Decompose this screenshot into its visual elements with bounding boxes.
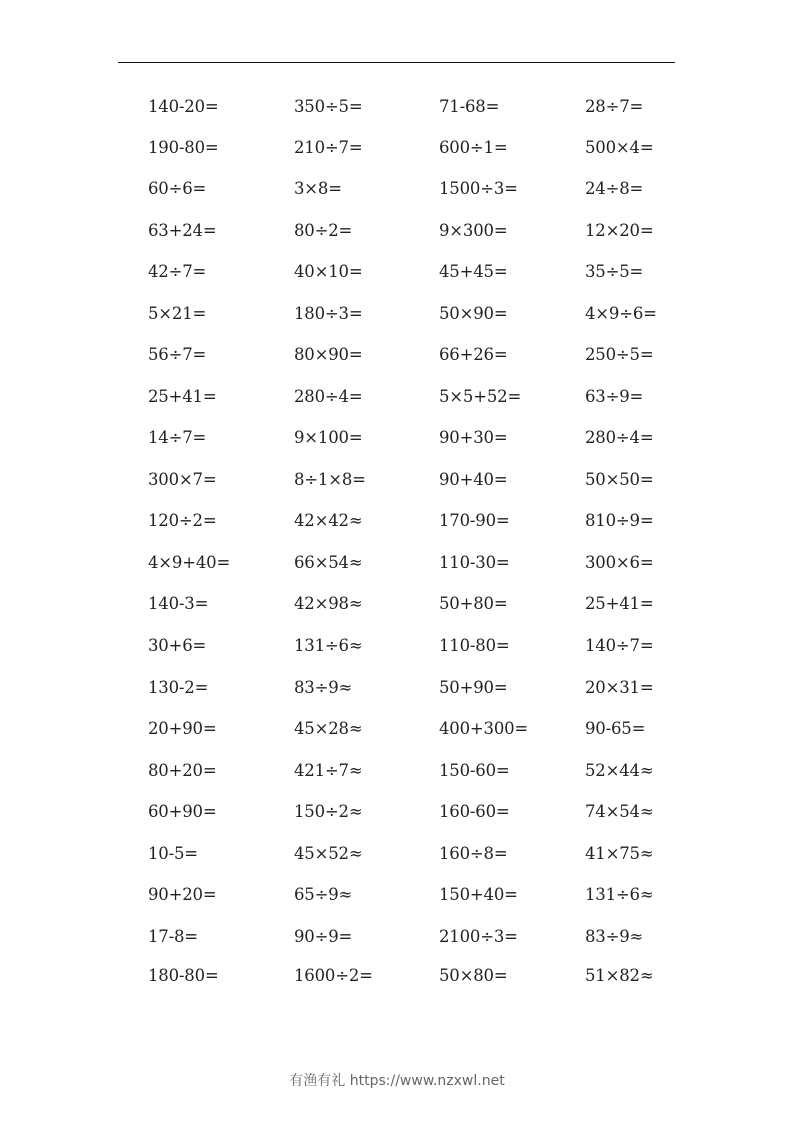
math-problem: 300×7= <box>148 470 217 489</box>
math-problem: 150+40= <box>439 885 518 904</box>
exercise-row <box>148 843 708 867</box>
math-problem: 280÷4= <box>294 387 363 406</box>
exercise-row <box>148 884 708 908</box>
exercise-row <box>148 760 708 784</box>
math-problem: 131÷6≈ <box>294 636 363 655</box>
exercise-row <box>148 427 708 451</box>
math-problem: 600÷1= <box>439 138 508 157</box>
math-problem: 350÷5= <box>294 97 363 116</box>
math-problem: 90+40= <box>439 470 508 489</box>
math-problem: 30+6= <box>148 636 207 655</box>
math-problem: 300×6= <box>585 553 654 572</box>
math-problem: 50+80= <box>439 594 508 613</box>
header-rule <box>118 62 675 63</box>
math-problem: 63÷9= <box>585 387 644 406</box>
footer-watermark: 有渔有礼 https://www.nzxwl.net <box>289 1073 505 1089</box>
math-problem: 400+300= <box>439 719 529 738</box>
exercise-row <box>148 552 708 576</box>
math-problem: 4×9÷6= <box>585 304 657 323</box>
math-problem: 83÷9≈ <box>585 927 644 946</box>
math-problem: 10-5= <box>148 844 198 863</box>
math-problem: 56÷7= <box>148 345 207 364</box>
math-problem: 190-80= <box>148 138 219 157</box>
math-problem: 160÷8= <box>439 844 508 863</box>
exercise-row <box>148 801 708 825</box>
math-problem: 131÷6≈ <box>585 885 654 904</box>
math-problem: 110-30= <box>439 553 510 572</box>
math-problem: 42×98≈ <box>294 594 363 613</box>
math-problem: 80÷2= <box>294 221 353 240</box>
math-problem: 42×42≈ <box>294 511 363 530</box>
math-problem: 20+90= <box>148 719 217 738</box>
math-problem: 25+41= <box>148 387 217 406</box>
math-problem: 3×8= <box>294 179 342 198</box>
math-problem: 210÷7= <box>294 138 363 157</box>
exercise-row <box>148 926 708 950</box>
math-problem: 90+20= <box>148 885 217 904</box>
math-problem: 51×82≈ <box>585 966 654 985</box>
math-problem: 45×28≈ <box>294 719 363 738</box>
math-problem: 60÷6= <box>148 179 207 198</box>
math-problem: 12×20= <box>585 221 654 240</box>
math-problem: 40×10= <box>294 262 363 281</box>
exercise-row <box>148 261 708 285</box>
math-problem: 45+45= <box>439 262 508 281</box>
math-problem: 42÷7= <box>148 262 207 281</box>
math-problem: 130-2= <box>148 678 209 697</box>
math-problem: 35÷5= <box>585 262 644 281</box>
exercise-row <box>148 344 708 368</box>
math-problem: 71-68= <box>439 97 500 116</box>
math-problem: 83÷9≈ <box>294 678 353 697</box>
math-problem: 80×90= <box>294 345 363 364</box>
math-problem: 63+24= <box>148 221 217 240</box>
math-problem: 74×54≈ <box>585 802 654 821</box>
math-problem: 4×9+40= <box>148 553 231 572</box>
math-problem: 20×31= <box>585 678 654 697</box>
math-problem: 60+90= <box>148 802 217 821</box>
exercise-row <box>148 178 708 202</box>
math-problem: 25+41= <box>585 594 654 613</box>
math-problem: 5×5+52= <box>439 387 522 406</box>
exercise-row <box>148 137 708 161</box>
math-problem: 2100÷3= <box>439 927 518 946</box>
exercise-row <box>148 718 708 742</box>
exercise-row <box>148 96 708 120</box>
math-problem: 66+26= <box>439 345 508 364</box>
math-problem: 50+90= <box>439 678 508 697</box>
math-problem: 9×100= <box>294 428 363 447</box>
math-problem: 140-20= <box>148 97 219 116</box>
exercise-row <box>148 593 708 617</box>
math-problem: 180÷3= <box>294 304 363 323</box>
math-problem: 50×90= <box>439 304 508 323</box>
math-problem: 45×52≈ <box>294 844 363 863</box>
math-problem: 160-60= <box>439 802 510 821</box>
math-problem: 8÷1×8= <box>294 470 366 489</box>
math-problem: 5×21= <box>148 304 207 323</box>
exercise-row <box>148 510 708 534</box>
math-problem: 421÷7≈ <box>294 761 363 780</box>
math-problem: 1500÷3= <box>439 179 518 198</box>
exercise-row <box>148 220 708 244</box>
math-problem: 280÷4= <box>585 428 654 447</box>
math-problem: 170-90= <box>439 511 510 530</box>
math-problem: 24÷8= <box>585 179 644 198</box>
math-problem: 80+20= <box>148 761 217 780</box>
exercise-row <box>148 677 708 701</box>
exercise-row <box>148 303 708 327</box>
math-problem: 17-8= <box>148 927 198 946</box>
math-problem: 150-60= <box>439 761 510 780</box>
math-problem: 1600÷2= <box>294 966 373 985</box>
math-problem: 65÷9≈ <box>294 885 353 904</box>
math-problem: 110-80= <box>439 636 510 655</box>
exercise-row <box>148 635 708 659</box>
math-problem: 66×54≈ <box>294 553 363 572</box>
math-problem: 810÷9= <box>585 511 654 530</box>
math-problem: 250÷5= <box>585 345 654 364</box>
exercise-row <box>148 965 708 989</box>
math-problem: 50×50= <box>585 470 654 489</box>
math-problem: 140÷7= <box>585 636 654 655</box>
math-problem: 52×44≈ <box>585 761 654 780</box>
math-problem: 500×4= <box>585 138 654 157</box>
math-problem: 90÷9= <box>294 927 353 946</box>
math-problem: 14÷7= <box>148 428 207 447</box>
math-problem: 50×80= <box>439 966 508 985</box>
math-problem: 150÷2≈ <box>294 802 363 821</box>
math-problem: 90-65= <box>585 719 646 738</box>
exercise-row <box>148 469 708 493</box>
math-problem: 180-80= <box>148 966 219 985</box>
math-problem: 140-3= <box>148 594 209 613</box>
math-problem: 41×75≈ <box>585 844 654 863</box>
math-problem: 120÷2= <box>148 511 217 530</box>
math-problem: 9×300= <box>439 221 508 240</box>
math-problem: 28÷7= <box>585 97 644 116</box>
math-problem: 90+30= <box>439 428 508 447</box>
exercise-row <box>148 386 708 410</box>
